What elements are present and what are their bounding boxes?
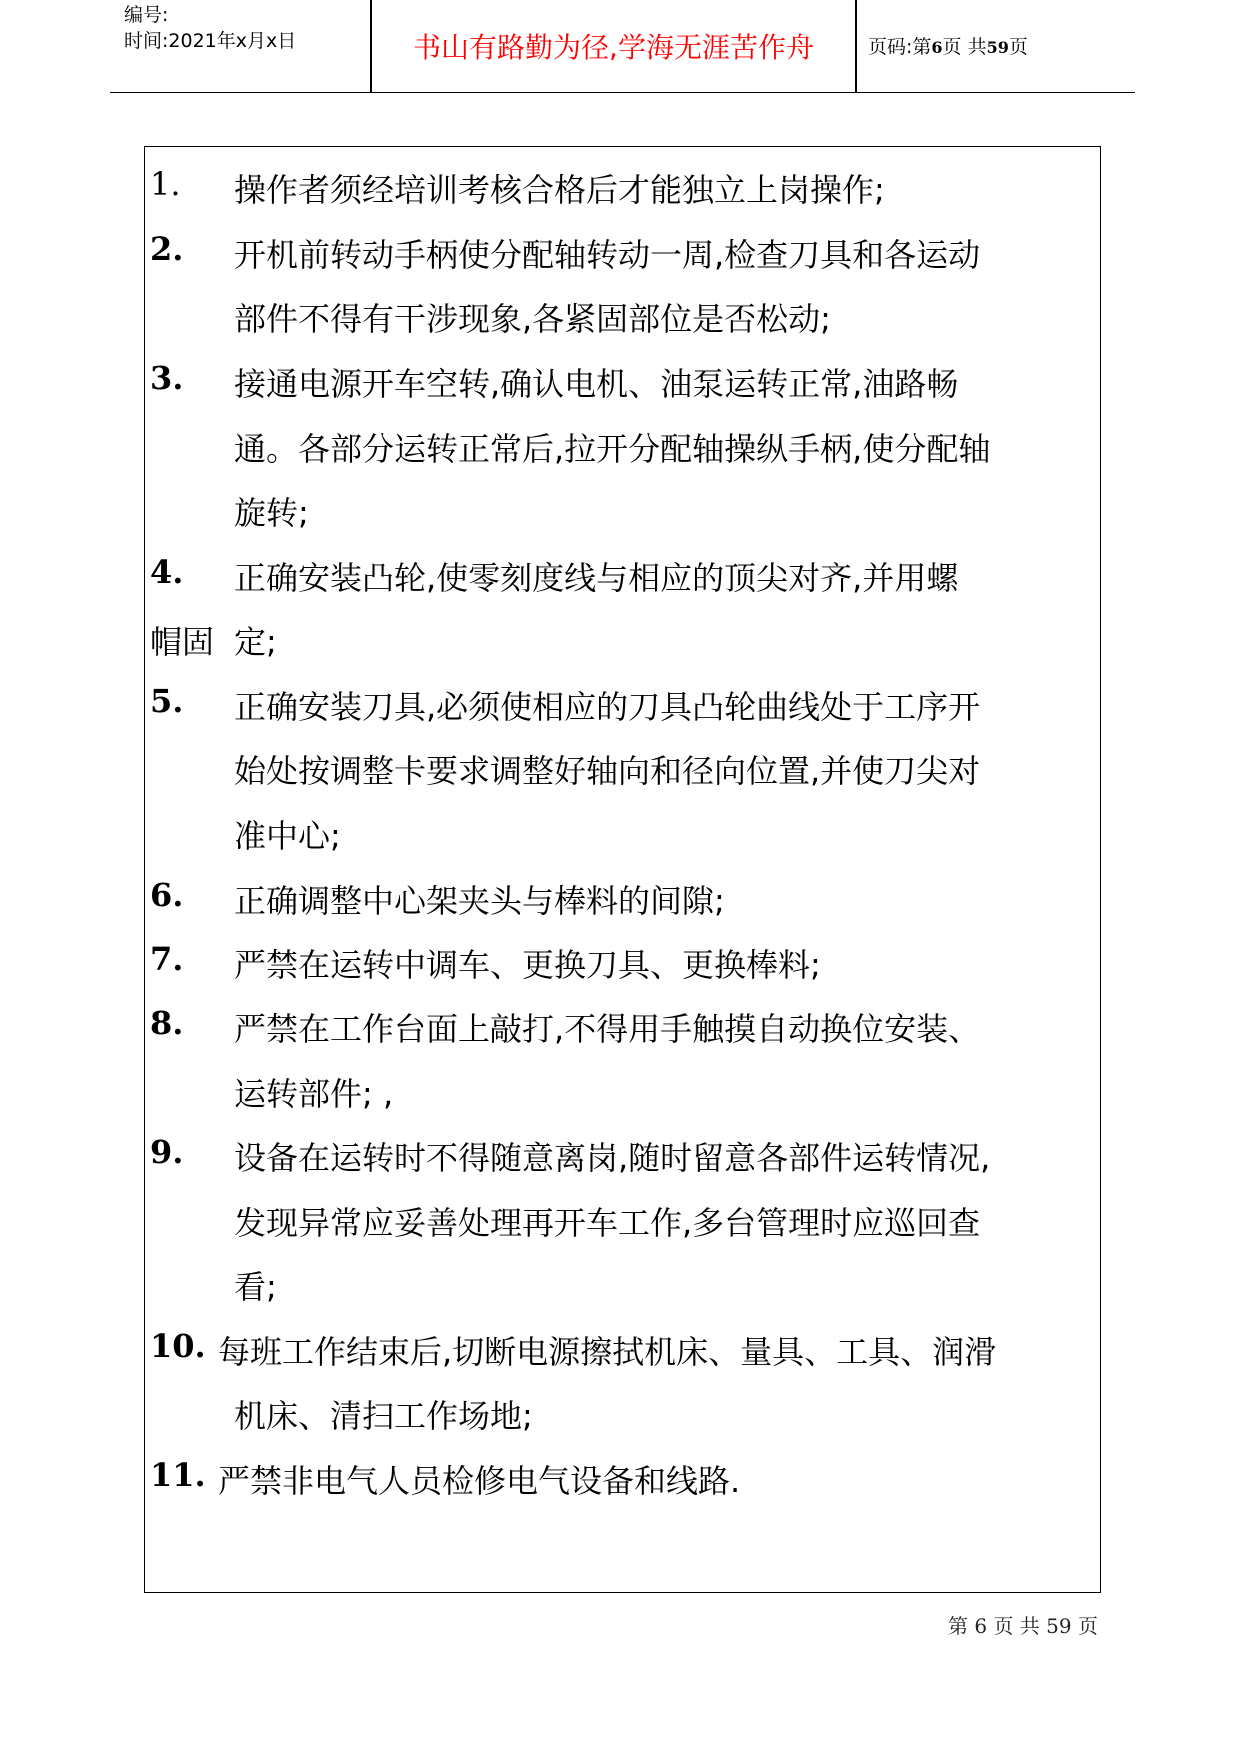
item-number: 1.: [150, 165, 181, 203]
page-label-pre: 页码:第: [868, 36, 932, 58]
item-text: 开机前转动手柄使分配轴转动一周,检查刀具和各运动: [234, 236, 981, 274]
item-text: 定;: [234, 623, 277, 661]
item-number: 10.: [150, 1327, 206, 1365]
item-number: 9.: [150, 1133, 184, 1171]
page-footer: 第 6 页 共 59 页: [948, 1614, 1098, 1638]
page-label-mid: 页 共: [942, 36, 987, 58]
header-divider: [855, 0, 857, 92]
item-number: 2.: [150, 230, 184, 268]
item-number: 3.: [150, 359, 184, 397]
item-text: 发现异常应妥善处理再开车工作,多台管理时应巡回查: [234, 1204, 981, 1242]
header-page-info: [868, 32, 1128, 59]
time-label: 时间:2021年x月x日: [124, 30, 297, 52]
page-header: [110, 0, 1135, 93]
item-number: 8.: [150, 1004, 184, 1042]
page-total: 59: [986, 38, 1009, 57]
item-text: 正确调整中心架夹头与棒料的间隙;: [234, 882, 725, 920]
item-text-prefix: 帽固: [150, 623, 215, 661]
item-text: 严禁在运转中调车、更换刀具、更换棒料;: [234, 946, 821, 984]
item-number: 6.: [150, 876, 184, 914]
item-text: 接通电源开车空转,确认电机、油泵运转正常,油路畅: [234, 365, 959, 403]
item-text: 设备在运转时不得随意离岗,随时留意各部件运转情况,: [234, 1139, 991, 1177]
item-text: 始处按调整卡要求调整好轴向和径向位置,并使刀尖对: [234, 752, 981, 790]
page-label-post: 页: [1008, 36, 1028, 58]
item-text: 严禁非电气人员检修电气设备和线路.: [218, 1462, 741, 1500]
number-label: 编号:: [124, 4, 169, 26]
item-number: 11.: [150, 1456, 206, 1494]
item-text: 运转部件; ,: [234, 1075, 394, 1113]
item-text: 部件不得有干涉现象,各紧固部位是否松动;: [234, 300, 831, 338]
item-text: 每班工作结束后,切断电源擦拭机床、量具、工具、润滑: [218, 1333, 997, 1371]
item-text: 通。各部分运转正常后,拉开分配轴操纵手柄,使分配轴: [234, 430, 991, 468]
item-number: 4.: [150, 553, 184, 591]
item-text: 看;: [234, 1268, 277, 1306]
item-text: 旋转;: [234, 494, 309, 532]
item-text: 操作者须经培训考核合格后才能独立上岗操作;: [234, 171, 885, 209]
item-number: 5.: [150, 682, 184, 720]
item-text: 严禁在工作台面上敲打,不得用手触摸自动换位安装、: [234, 1010, 981, 1048]
item-text: 正确安装刀具,必须使相应的刀具凸轮曲线处于工序开: [234, 688, 981, 726]
item-text: 正确安装凸轮,使零刻度线与相应的顶尖对齐,并用螺: [234, 559, 959, 597]
page-num: 6: [931, 38, 943, 57]
header-motto: 书山有路勤为径,学海无涯苦作舟: [413, 31, 814, 64]
header-meta: [124, 2, 354, 54]
item-text: 准中心;: [234, 817, 341, 855]
item-number: 7.: [150, 940, 184, 978]
item-text: 机床、清扫工作场地;: [234, 1397, 533, 1435]
